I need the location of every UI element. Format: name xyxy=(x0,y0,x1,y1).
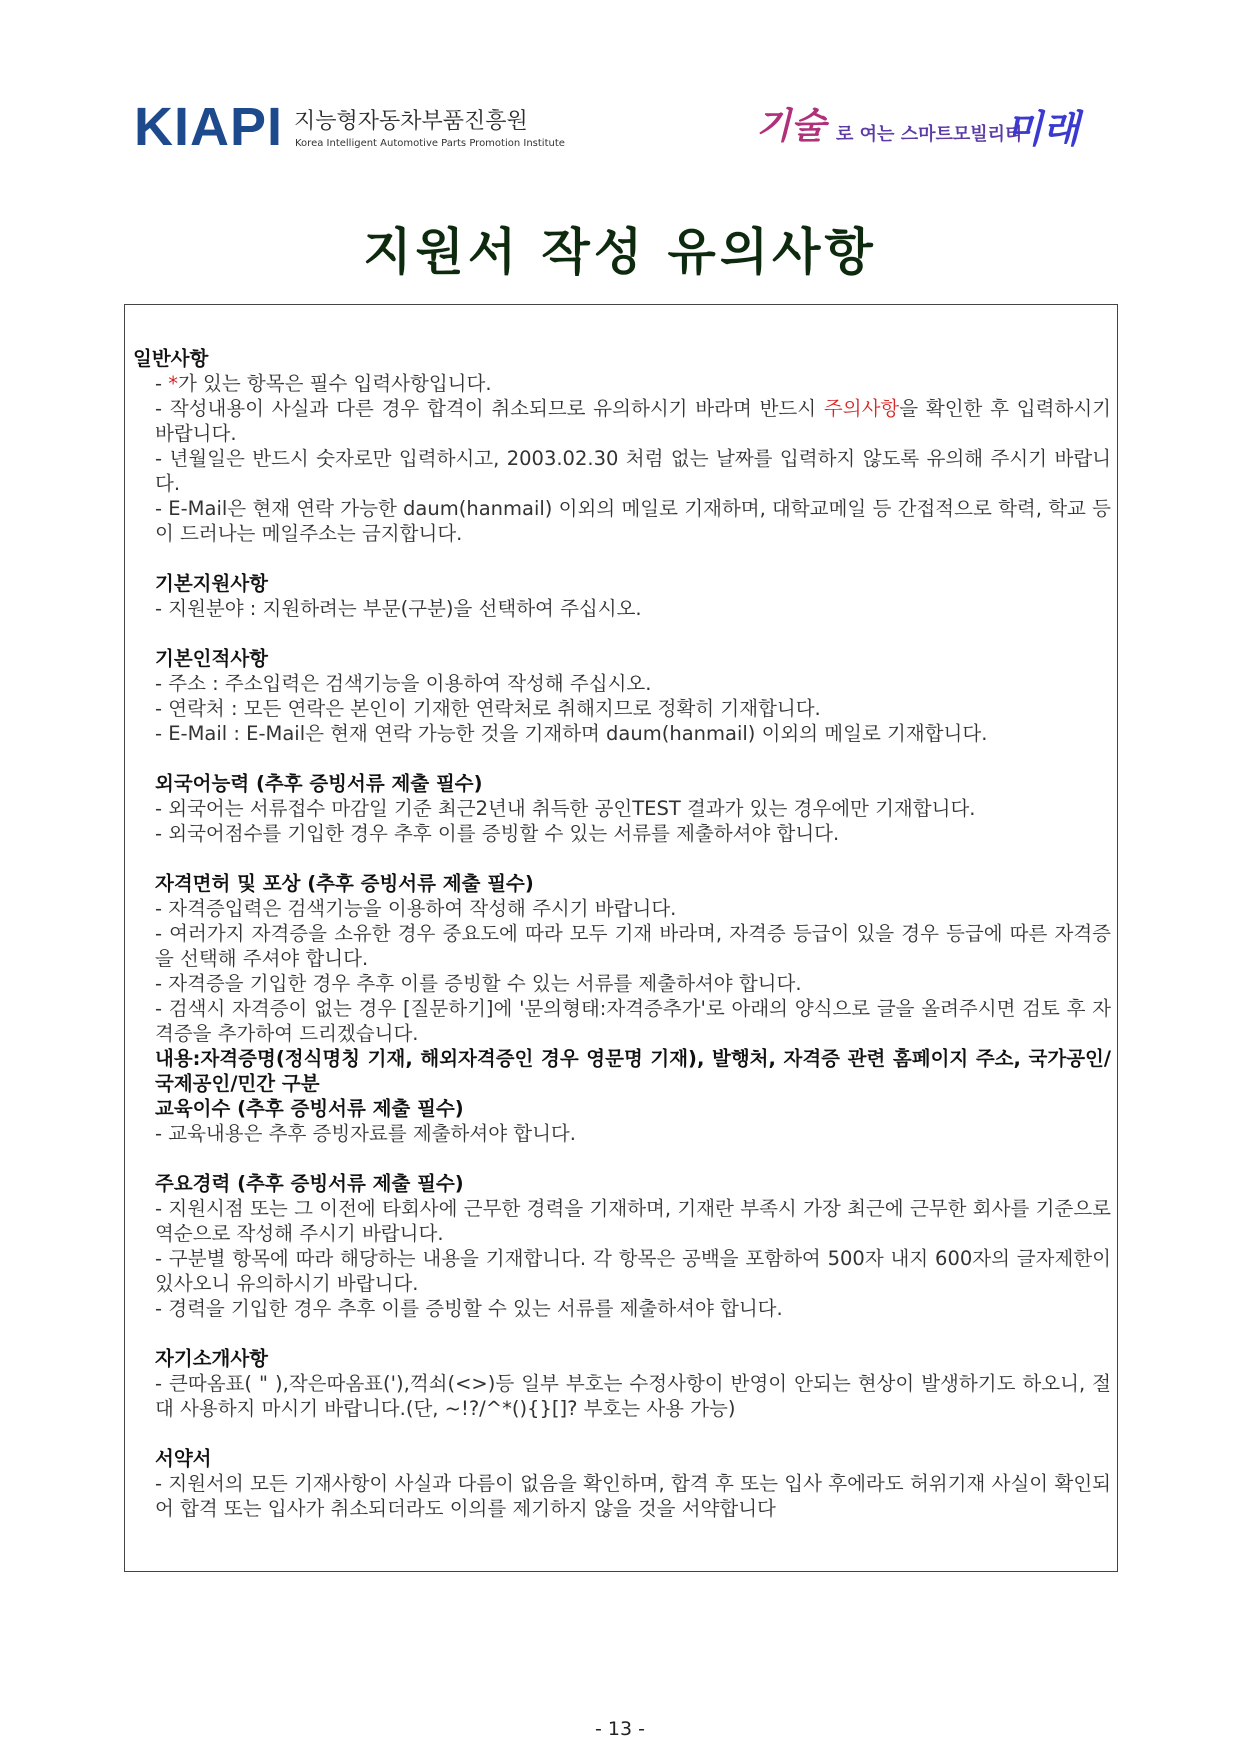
kiapi-logo-mark: KIAPI xyxy=(134,97,284,157)
section-title: 기본지원사항 xyxy=(155,572,269,595)
section-title: 외국어능력 (추후 증빙서류 제출 필수) xyxy=(155,772,483,795)
list-item xyxy=(133,396,1111,446)
section-title: 일반사항 xyxy=(133,347,209,370)
list-item xyxy=(133,371,1111,396)
slogan-part-b: 로 여는 스마트모빌리티 xyxy=(836,124,1023,145)
section-language xyxy=(133,771,1111,846)
section-title: 주요경력 (추후 증빙서류 제출 필수) xyxy=(155,1172,464,1195)
list-item: - 자격증을 기입한 경우 추후 이를 증빙할 수 있는 서류를 제출하셔야 합니다. xyxy=(155,972,802,995)
slogan-part-a: 기술 xyxy=(756,106,826,147)
slogan-part-c: 미래 xyxy=(1006,107,1080,151)
section-personal xyxy=(133,646,1111,746)
section-pledge xyxy=(133,1446,1111,1521)
list-item: - 지원분야 : 지원하려는 부문(구분)을 선택하여 주십시오. xyxy=(155,597,642,620)
section-title: 서약서 xyxy=(155,1447,212,1470)
section-title: 교육이수 (추후 증빙서류 제출 필수) xyxy=(155,1097,464,1120)
list-item: - 교육내용은 추후 증빙자료를 제출하셔야 합니다. xyxy=(155,1122,576,1145)
section-career xyxy=(133,1171,1111,1321)
item-text: 가 있는 항목은 필수 입력사항입니다. xyxy=(178,372,492,395)
license-request-format: 내용:자격증명(정식명칭 기재, 해외자격증인 경우 영문명 기재), 발행처, 자격증 관련 홈페이지 주소, 국가공인/국제공인/민간 구분 xyxy=(155,1047,1111,1095)
section-license xyxy=(133,871,1111,1096)
list-item: - 주소 : 주소입력은 검색기능을 이용하여 작성해 주십시오. xyxy=(155,672,652,695)
list-item: - 큰따옴표( " ),작은따옴표('),꺽쇠(<>)등 일부 부호는 수정사항이 반영이 안되는 현상이 발생하기도 하오니, 절대 사용하지 마시기 바랍니다.(단, ~!?/^*(){}[]? 부호는 사용 가능) xyxy=(155,1372,1111,1420)
section-self-intro xyxy=(133,1346,1111,1421)
list-item: - 구분별 항목에 따라 해당하는 내용을 기재합니다. 각 항목은 공백을 포함하여 500자 내지 600자의 글자제한이 있사오니 유의하시기 바랍니다. xyxy=(155,1247,1111,1295)
section-title: 자격면허 및 포상 (추후 증빙서류 제출 필수) xyxy=(155,872,534,895)
section-title: 기본인적사항 xyxy=(155,647,269,670)
page-header xyxy=(0,0,1240,170)
org-name-korean: 지능형자동차부품진흥원 xyxy=(294,109,528,134)
caution-highlight: 주의사항 xyxy=(823,397,900,420)
list-item: - 지원시점 또는 그 이전에 타회사에 근무한 경력을 기재하며, 기재란 부족시 가장 최근에 근무한 회사를 기준으로 역순으로 작성해 주시기 바랍니다. xyxy=(155,1197,1111,1245)
required-star: * xyxy=(168,372,178,395)
list-item: - 여러가지 자격증을 소유한 경우 중요도에 따라 모두 기재 바라며, 자격증 등급이 있을 경우 등급에 따른 자격증을 선택해 주셔야 합니다. xyxy=(155,922,1111,970)
list-item: - E-Mail : E-Mail은 현재 연락 가능한 것을 기재하며 daum(hanmail) 이외의 메일로 기재합니다. xyxy=(155,722,988,745)
section-title: 자기소개사항 xyxy=(155,1347,269,1370)
notice-content xyxy=(133,346,1111,1546)
item-prefix: - xyxy=(155,372,169,395)
page-title: 지원서 작성 유의사항 xyxy=(363,223,877,281)
item-text: 을 확인한 후 입력하시기 바랍니다. xyxy=(155,397,1111,445)
section-general xyxy=(133,346,1111,546)
list-item: - E-Mail은 현재 연락 가능한 daum(hanmail) 이외의 메일로 기재하며, 대학교메일 등 간접적으로 학력, 학교 등이 드러나는 메일주소는 금지합니다. xyxy=(155,497,1111,545)
list-item: - 외국어는 서류접수 마감일 기준 최근2년내 취득한 공인TEST 결과가 있는 경우에만 기재합니다. xyxy=(155,797,976,820)
list-item: - 외국어점수를 기입한 경우 추후 이를 증빙할 수 있는 서류를 제출하셔야 합니다. xyxy=(155,822,840,845)
list-item: - 지원서의 모든 기재사항이 사실과 다름이 없음을 확인하며, 합격 후 또는 입사 후에라도 허위기재 사실이 확인되어 합격 또는 입사가 취소되더라도 이의를 제기하지 않을 것을 서약합니다 xyxy=(155,1472,1111,1520)
list-item: - 년월일은 반드시 숫자로만 입력하시고, 2003.02.30 처럼 없는 날짜를 입력하지 않도록 유의해 주시기 바랍니다. xyxy=(155,447,1111,495)
section-education xyxy=(133,1096,1111,1146)
list-item: - 검색시 자격증이 없는 경우 [질문하기]에 '문의형태:자격증추가'로 아래의 양식으로 글을 올려주시면 검토 후 자격증을 추가하여 드리겠습니다. xyxy=(155,997,1111,1045)
org-name-english: Korea Intelligent Automotive Parts Promotion Institute xyxy=(295,138,565,149)
page-number: - 13 - xyxy=(595,1718,645,1740)
item-text: - 작성내용이 사실과 다른 경우 합격이 취소되므로 유의하시기 바라며 반드시 xyxy=(155,397,824,420)
list-item: - 자격증입력은 검색기능을 이용하여 작성해 주시기 바랍니다. xyxy=(155,897,677,920)
section-basic-application xyxy=(133,571,1111,621)
list-item: - 연락처 : 모든 연락은 본인이 기재한 연락처로 취해지므로 정확히 기재합니다. xyxy=(155,697,821,720)
list-item: - 경력을 기입한 경우 추후 이를 증빙할 수 있는 서류를 제출하셔야 합니다. xyxy=(155,1297,783,1320)
slogan-logo xyxy=(756,98,1106,158)
